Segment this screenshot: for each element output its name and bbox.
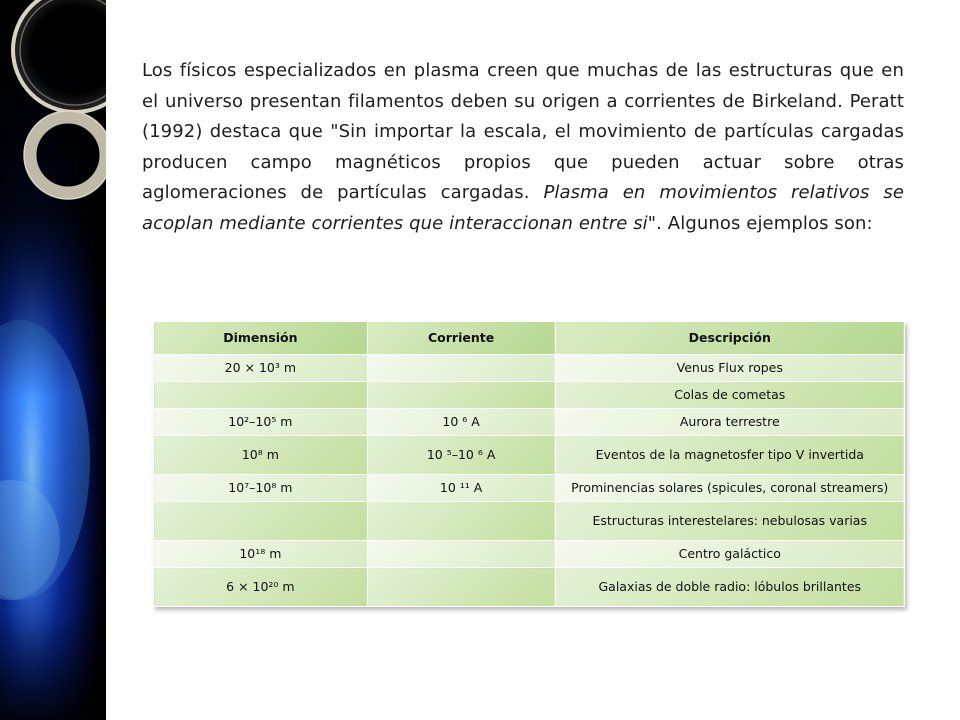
table-header-row <box>154 322 905 355</box>
cell-corriente: 10 ⁵–10 ⁶ A <box>367 436 555 475</box>
table-row <box>154 436 905 475</box>
plasma-table <box>153 321 905 607</box>
cell-descripcion: Venus Flux ropes <box>555 355 905 382</box>
paragraph-text-2: ". Algunos ejemplos son: <box>647 212 873 234</box>
cell-corriente <box>367 568 555 607</box>
intro-paragraph <box>142 56 904 239</box>
table-row <box>154 568 905 607</box>
table-row <box>154 355 905 382</box>
cell-descripcion: Prominencias solares (spicules, coronal streamers) <box>555 475 905 502</box>
cell-corriente <box>367 541 555 568</box>
cell-dimension: 10⁷–10⁸ m <box>154 475 368 502</box>
decorative-side-panel <box>0 0 106 720</box>
header-descripcion: Descripción <box>555 322 905 355</box>
cell-descripcion: Galaxias de doble radio: lóbulos brillantes <box>555 568 905 607</box>
table-row <box>154 382 905 409</box>
cell-corriente: 10 ⁶ A <box>367 409 555 436</box>
cell-dimension <box>154 502 368 541</box>
cell-descripcion: Colas de cometas <box>555 382 905 409</box>
paragraph-italic-quote: Plasma en movimientos relativos se acoplan mediante corrientes que interaccionan entre si <box>142 182 905 234</box>
table-row <box>154 541 905 568</box>
table-row <box>154 409 905 436</box>
header-corriente: Corriente <box>367 322 555 355</box>
cell-corriente <box>367 502 555 541</box>
table-row <box>154 475 905 502</box>
cell-dimension <box>154 382 368 409</box>
cell-descripcion: Aurora terrestre <box>555 409 905 436</box>
cell-descripcion: Centro galáctico <box>555 541 905 568</box>
cell-dimension: 10¹⁸ m <box>154 541 368 568</box>
cell-dimension: 20 × 10³ m <box>154 355 368 382</box>
table-row <box>154 502 905 541</box>
cell-descripcion: Estructuras interestelares: nebulosas varias <box>555 502 905 541</box>
header-dimension: Dimensión <box>154 322 368 355</box>
cell-corriente: 10 ¹¹ A <box>367 475 555 502</box>
cell-descripcion: Eventos de la magnetosfer tipo V invertida <box>555 436 905 475</box>
cell-dimension: 10²–10⁵ m <box>154 409 368 436</box>
cell-dimension: 6 × 10²⁰ m <box>154 568 368 607</box>
cell-corriente <box>367 355 555 382</box>
cell-corriente <box>367 382 555 409</box>
paragraph-text-1: Los físicos especializados en plasma creen que muchas de las estructuras que en el universo presentan filamentos deben su origen a corrientes de Birkeland. Peratt (1992) destaca que "Sin importar la escala, el movimiento de partículas cargadas producen campo magnéticos propios que pueden actuar sobre otras aglomeraciones de partículas cargadas. <box>142 60 904 203</box>
cell-dimension: 10⁸ m <box>154 436 368 475</box>
